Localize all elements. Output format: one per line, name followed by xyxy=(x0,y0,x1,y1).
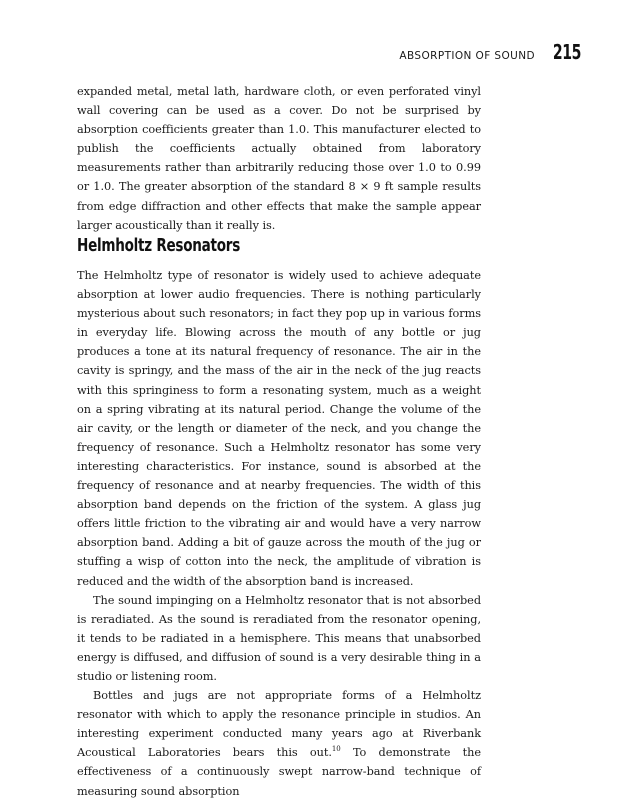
running-head xyxy=(399,40,581,64)
body-paragraph-2: The sound impinging on a Helmholtz resonator that is not absorbed is reradiated. As the sound is reradiated from the resonator opening, it tends to be radiated in a hemisphere. This means that unabsorbed energy is diffused, and diffusion of sound is a very desirable thing in a studio or listening room. xyxy=(77,593,481,683)
body-paragraph-1: The Helmholtz type of resonator is widely used to achieve adequate absorption at lower audio frequencies. There is nothing particularly mysterious about such resonators; in fact they pop up in various forms in everyday life. Blowing across the mouth of any bottle or jug produces a tone at its natural frequency of resonance. The air in the cavity is springy, and the mass of the air in the neck of the jug reacts with this springiness to form a resonating system, much as a weight on a spring vibrating at its natural period. Change the volume of the air cavity, or the length or diameter of the neck, and you change the frequency of resonance. Such a Helmholtz resonator has some very interesting characteristics. For instance, sound is absorbed at the frequency of resonance and at nearby frequencies. The width of this absorption band depends on the friction of the system. A glass jug offers little friction to the vibrating air and would have a very narrow absorption band. Adding a bit of gauze across the mouth of the jug or stuffing a wisp of cotton into the neck, the amplitude of vibration is reduced and the width of the absorption band is increased. xyxy=(77,269,481,588)
running-head-section-title: ABSORPTION OF SOUND xyxy=(399,50,535,62)
body-paragraph-3 xyxy=(77,686,481,801)
page-number: 215 xyxy=(552,40,581,64)
lead-text-block xyxy=(77,82,481,235)
section-heading: Helmholtz Resonators xyxy=(77,236,241,256)
footnote-reference[interactable]: 10 xyxy=(331,745,341,754)
paragraph-3-text-after-note: To demonstrate the effectiveness of a continuously swept narrow-band technique of measuring sound absorption xyxy=(77,746,481,798)
paragraph-3-text-before-note: Bottles and jugs are not appropriate forms of a Helmholtz resonator with which to apply the resonance principle in studios. An interesting experiment conducted many years ago at Riverbank Acoustical Laboratories bears this out. xyxy=(77,689,481,760)
section-body xyxy=(77,266,481,801)
lead-paragraph: expanded metal, metal lath, hardware cloth, or even perforated vinyl wall covering can be used as a cover. Do not be surprised by absorption coefficients greater than 1.0. This manufacturer elected to publish the coefficients actually obtained from laboratory measurements rather than arbitrarily reducing those over 1.0 to 0.99 or 1.0. The greater absorption of the standard 8 × 9 ft sample results from edge diffraction and other effects that make the sample appear larger acoustically than it really is. xyxy=(77,85,481,232)
